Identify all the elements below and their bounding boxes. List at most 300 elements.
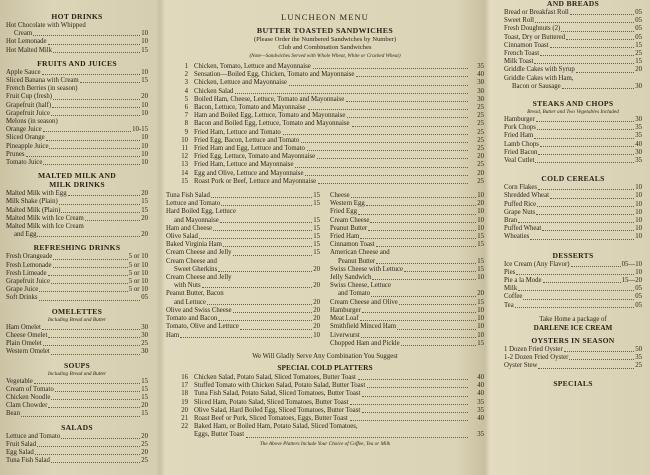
item-price: 30 bbox=[141, 323, 148, 331]
dot-leader bbox=[550, 47, 635, 48]
menu-item bbox=[330, 266, 484, 274]
menu-item bbox=[6, 151, 148, 159]
item-price: 20 bbox=[141, 93, 148, 101]
item-price: 10 bbox=[477, 306, 484, 314]
dot-leader bbox=[370, 222, 476, 223]
item-price: 20 bbox=[313, 282, 320, 290]
dot-leader bbox=[53, 52, 140, 53]
item-number: 17 bbox=[181, 382, 188, 390]
item-label: Cinnamon Toast bbox=[330, 241, 375, 249]
menu-item bbox=[504, 346, 642, 354]
item-price: 15 bbox=[141, 206, 148, 214]
item-number: 13 bbox=[181, 161, 188, 169]
dot-leader bbox=[366, 205, 476, 206]
item-label: Grapefruit Juice bbox=[6, 109, 50, 117]
item-price: 15 bbox=[477, 241, 484, 249]
item-number: 6 bbox=[184, 104, 188, 112]
item-price: 35 bbox=[635, 132, 642, 140]
dot-leader bbox=[516, 274, 634, 275]
item-price: 25 bbox=[477, 120, 484, 128]
menu-item bbox=[6, 38, 148, 46]
item-label: Lettuce and Tomato bbox=[166, 200, 221, 208]
item-price: 05 bbox=[635, 33, 642, 41]
item-label: Fried Egg, Lettuce, Tomato and Mayonnaise bbox=[194, 153, 316, 161]
dot-leader bbox=[537, 129, 634, 130]
item-label: Bacon, Lettuce, Tomato and Mayonnaise bbox=[194, 104, 306, 112]
item-label: Hot Chocolate with Whipped bbox=[6, 22, 86, 29]
item-label: Bread or Breakfast Roll bbox=[504, 9, 569, 16]
item-price: 20 bbox=[141, 402, 148, 410]
menu-item bbox=[6, 102, 148, 110]
item-number: 10 bbox=[181, 136, 188, 144]
dot-leader bbox=[43, 131, 131, 132]
item-label: Peanut Butter bbox=[330, 224, 368, 232]
item-price: 10 bbox=[141, 109, 148, 117]
dot-leader bbox=[55, 391, 140, 392]
item-label: Swiss Cheese, Lettuce bbox=[330, 282, 391, 290]
item-label: Fresh Orangeade bbox=[6, 253, 53, 261]
dot-leader bbox=[295, 167, 468, 168]
item-price: 25 bbox=[477, 145, 484, 153]
item-label: and Egg bbox=[14, 231, 37, 239]
menu-item bbox=[6, 394, 148, 402]
item-label: Cream Cheese and Jelly bbox=[166, 274, 232, 282]
item-number: 20 bbox=[181, 406, 188, 414]
item-label: Sliced Banana with Cream bbox=[6, 77, 79, 85]
numbered-item bbox=[166, 423, 484, 431]
dot-leader bbox=[347, 117, 468, 118]
item-price: 10 bbox=[635, 225, 642, 233]
menu-item bbox=[504, 116, 642, 124]
item-price: 10 bbox=[635, 192, 642, 200]
menu-item bbox=[504, 17, 642, 25]
dot-leader bbox=[46, 140, 141, 141]
malted-title: MALTED MILK AND MILK DRINKS bbox=[37, 171, 117, 190]
item-label: Tomato, Olive and Lettuce bbox=[166, 323, 239, 331]
item-price: 20 bbox=[141, 214, 148, 222]
item-label: American Cheese and bbox=[330, 249, 390, 257]
dot-leader bbox=[360, 238, 476, 239]
menu-item bbox=[6, 441, 148, 449]
menu-item bbox=[166, 315, 320, 323]
item-label: Ham and Boiled Egg, Lettuce, Tomato and Mayonnaise bbox=[194, 112, 346, 120]
item-label: Milk Toast bbox=[504, 58, 534, 66]
item-label: and Lettuce bbox=[174, 298, 206, 306]
menu-item bbox=[504, 75, 642, 83]
menu-item bbox=[6, 47, 148, 55]
dot-leader bbox=[246, 437, 468, 438]
dot-leader bbox=[68, 195, 141, 196]
item-label: Lettuce and Tomato bbox=[6, 432, 61, 440]
refreshing-list bbox=[6, 253, 148, 302]
item-label: Tuna Fish Salad bbox=[166, 192, 210, 200]
soups-note: Including Bread and Butter bbox=[47, 370, 107, 377]
item-label: Ham Omelet bbox=[6, 323, 41, 331]
item-label: Cream bbox=[14, 30, 33, 38]
numbered-item bbox=[166, 170, 484, 178]
item-price: 30 bbox=[635, 82, 642, 90]
item-label: Bacon or Sausage bbox=[512, 82, 561, 90]
item-label: Chicken Noodle bbox=[6, 393, 51, 401]
menu-item bbox=[166, 225, 320, 233]
dot-leader bbox=[49, 148, 140, 149]
item-price: 20 bbox=[635, 66, 642, 74]
item-label: Malted Milk with Ice Cream bbox=[6, 223, 84, 231]
item-price: 05 bbox=[635, 301, 642, 309]
item-price: 20 bbox=[313, 306, 320, 314]
item-label: Fresh Doughnuts (2) bbox=[504, 25, 561, 33]
menu-item bbox=[504, 9, 642, 17]
dot-leader bbox=[48, 44, 141, 45]
item-price: 30 bbox=[635, 148, 642, 156]
item-price: 30 bbox=[477, 95, 484, 103]
breads-list bbox=[504, 9, 642, 91]
item-label: and Mayonnaise bbox=[174, 216, 219, 224]
menu-item bbox=[6, 324, 148, 332]
item-price: 15 bbox=[477, 298, 484, 306]
sandwiches-title: BUTTER TOASTED SANDWICHES bbox=[256, 26, 394, 35]
menu-item bbox=[504, 58, 642, 66]
item-price: 10 bbox=[635, 208, 642, 216]
sandwich-list-right bbox=[330, 192, 484, 348]
middle-column bbox=[160, 0, 490, 475]
dot-leader bbox=[34, 383, 140, 384]
item-label: Hot Malted Milk bbox=[6, 46, 53, 54]
dot-leader bbox=[39, 291, 127, 292]
item-label: Fruit Salad bbox=[6, 440, 37, 448]
item-label: 1-2 Dozen Fried Oyster bbox=[504, 354, 569, 362]
item-label: Puffed Rice bbox=[504, 200, 537, 208]
item-label: Fried Ham, Lettuce and Tomato bbox=[194, 128, 281, 136]
item-price: 25 bbox=[477, 112, 484, 120]
item-price: 10 bbox=[477, 274, 484, 282]
item-price: 30 bbox=[141, 331, 148, 339]
oysters-list bbox=[504, 346, 642, 371]
item-price: 25 bbox=[477, 136, 484, 144]
dot-leader bbox=[53, 259, 127, 260]
dot-leader bbox=[376, 263, 476, 264]
dot-leader bbox=[561, 31, 634, 32]
menu-item bbox=[6, 348, 148, 356]
omelettes-note: Including Bread and Butter bbox=[47, 316, 107, 323]
item-price: 15 bbox=[313, 200, 320, 208]
item-price: 20 bbox=[141, 448, 148, 456]
dot-leader bbox=[367, 387, 468, 388]
item-number: 12 bbox=[181, 153, 188, 161]
menu-item bbox=[6, 253, 148, 261]
item-price: 35 bbox=[635, 354, 642, 362]
item-price: 30 bbox=[477, 87, 484, 95]
dot-leader bbox=[37, 446, 140, 447]
item-label: Malted Milk with Egg bbox=[6, 190, 67, 198]
menu-item bbox=[504, 34, 642, 42]
menu-item bbox=[330, 192, 484, 200]
item-label: Ice Cream (Any Flavor) bbox=[504, 260, 570, 268]
item-label: Oyster Stew bbox=[504, 362, 538, 370]
dot-leader bbox=[307, 150, 468, 151]
item-label: Roast Pork or Beef, Lettuce and Mayonnaise bbox=[194, 177, 317, 185]
dot-leader bbox=[51, 462, 140, 463]
dot-leader bbox=[42, 329, 140, 330]
item-label: Sliced Orange bbox=[6, 134, 45, 142]
menu-item bbox=[166, 290, 320, 298]
item-label: Vegetable bbox=[6, 377, 33, 385]
item-label: Hot Lemonade bbox=[6, 38, 47, 46]
numbered-item bbox=[166, 399, 484, 407]
menu-item bbox=[504, 277, 642, 285]
numbered-item bbox=[166, 415, 484, 423]
dot-leader bbox=[85, 220, 140, 221]
item-label: Cinnamon Toast bbox=[504, 41, 549, 49]
item-label: Chicken, Tomato, Lettuce and Mayonnaise bbox=[194, 63, 311, 70]
menu-item bbox=[504, 132, 642, 140]
menu-item bbox=[6, 402, 148, 410]
menu-item bbox=[166, 299, 320, 307]
dot-leader bbox=[318, 183, 468, 184]
fruits-title: FRUITS AND JUICES bbox=[37, 58, 117, 68]
item-number: 2 bbox=[184, 71, 188, 79]
dot-leader bbox=[221, 205, 312, 206]
menu-item bbox=[6, 198, 148, 206]
menu-item bbox=[504, 124, 642, 132]
dot-leader bbox=[537, 206, 634, 207]
dot-leader bbox=[35, 454, 140, 455]
item-label: Pie a la Mode bbox=[504, 277, 542, 285]
menu-item bbox=[166, 307, 320, 315]
item-price: 10 bbox=[477, 224, 484, 232]
item-price: 05 bbox=[635, 285, 642, 293]
item-price: 30 bbox=[141, 348, 148, 356]
item-label: Chicken, Lettuce and Mayonnaise bbox=[194, 79, 287, 87]
item-label: Melons (in season) bbox=[6, 118, 58, 126]
numbered-sandwich-list bbox=[166, 63, 484, 186]
item-label: Egg and Olive, Lettuce and Mayonnaise bbox=[194, 169, 304, 177]
item-price: 15 bbox=[635, 41, 642, 49]
dot-leader bbox=[535, 22, 634, 23]
dot-leader bbox=[211, 197, 312, 198]
menu-item bbox=[6, 262, 148, 270]
platters-list bbox=[166, 374, 484, 440]
item-price: 15 bbox=[141, 46, 148, 54]
steaks-note: Bread, Butter and Two Vegetables Included bbox=[527, 109, 619, 116]
dot-leader bbox=[317, 158, 468, 159]
item-label: Pork Chops bbox=[504, 124, 536, 132]
item-price: 40 bbox=[477, 390, 484, 398]
menu-item bbox=[166, 233, 320, 241]
sandwich-pair bbox=[166, 192, 484, 348]
menu-item bbox=[6, 22, 148, 30]
platters-title: SPECIAL COLD PLATTERS bbox=[277, 362, 373, 372]
dot-leader bbox=[540, 55, 634, 56]
dot-leader bbox=[397, 329, 476, 330]
dot-leader bbox=[538, 154, 634, 155]
item-number: 18 bbox=[181, 390, 188, 398]
numbered-item bbox=[166, 63, 484, 71]
dot-leader bbox=[346, 101, 468, 102]
dot-leader bbox=[51, 399, 140, 400]
item-label: Grapefruit Juice bbox=[6, 278, 50, 286]
dot-leader bbox=[536, 121, 634, 122]
item-label: Cream of Tomato bbox=[6, 385, 54, 393]
dot-leader bbox=[48, 407, 140, 408]
item-label: Fresh Lemonade bbox=[6, 261, 52, 269]
item-price: 15 bbox=[313, 233, 320, 241]
item-price: 20 bbox=[313, 315, 320, 323]
menu-item bbox=[330, 249, 484, 257]
soups-list bbox=[6, 378, 148, 419]
item-price: 20 bbox=[313, 323, 320, 331]
dot-leader bbox=[371, 296, 476, 297]
hot-drinks-list bbox=[6, 22, 148, 55]
malted-list bbox=[6, 190, 148, 239]
salads-list bbox=[6, 433, 148, 466]
item-price: 5 or 10 bbox=[128, 269, 148, 277]
dot-leader bbox=[562, 88, 635, 89]
item-price: 10 bbox=[635, 184, 642, 192]
menu-item bbox=[166, 249, 320, 257]
item-price: 05 bbox=[635, 293, 642, 301]
item-price: 10 bbox=[141, 30, 148, 38]
menu-item bbox=[6, 410, 148, 418]
item-price: 05 bbox=[141, 294, 148, 302]
item-label: Fresh Limeade bbox=[6, 269, 47, 277]
omelettes-list bbox=[6, 324, 148, 357]
item-label: Hamburger bbox=[504, 116, 535, 124]
item-number: 21 bbox=[181, 414, 188, 422]
desserts-title: DESSERTS bbox=[552, 250, 594, 260]
item-label: Pies bbox=[504, 268, 516, 276]
dot-leader bbox=[538, 368, 634, 369]
item-label: Fried Egg bbox=[330, 208, 357, 216]
numbered-item bbox=[166, 79, 484, 87]
item-label: Coffee bbox=[504, 293, 523, 301]
menu-item bbox=[166, 274, 320, 282]
platters-note: The Above Platters Include Your Choice of Coffee, Tea or Milk bbox=[259, 440, 391, 447]
numbered-item bbox=[166, 407, 484, 415]
item-price: 15 bbox=[141, 410, 148, 418]
item-number: 1 bbox=[184, 63, 188, 70]
dot-leader bbox=[218, 320, 312, 321]
item-price: 15 bbox=[141, 77, 148, 85]
item-price: 15 bbox=[141, 377, 148, 385]
item-label: Fried Ham, Lettuce and Mayonnaise bbox=[194, 161, 294, 169]
item-label: Griddle Cakes with Syrup bbox=[504, 66, 575, 74]
dot-leader bbox=[240, 329, 312, 330]
menu-item bbox=[330, 241, 484, 249]
item-label: French Toast bbox=[504, 50, 540, 58]
item-price: 40 bbox=[477, 71, 484, 79]
menu-item bbox=[504, 42, 642, 50]
item-number: 22 bbox=[181, 423, 188, 431]
numbered-item bbox=[166, 129, 484, 137]
item-label: Bean bbox=[6, 410, 20, 418]
item-price: 10 bbox=[635, 233, 642, 241]
dot-leader bbox=[350, 404, 468, 405]
item-label: Sliced Ham, Potato Salad, Sliced Tomatoes, Butter Toast bbox=[194, 398, 349, 406]
menu-item bbox=[330, 225, 484, 233]
dot-leader bbox=[564, 351, 635, 352]
item-number: 5 bbox=[184, 95, 188, 103]
item-label: Grapefruit (half) bbox=[6, 101, 52, 109]
item-price: 10 bbox=[477, 315, 484, 323]
item-price: 15—20 bbox=[621, 277, 642, 285]
dot-leader bbox=[21, 416, 140, 417]
menu-item bbox=[6, 143, 148, 151]
numbered-item bbox=[166, 120, 484, 128]
item-price: 35 bbox=[477, 406, 484, 414]
omelettes-title: OMELETTES bbox=[51, 306, 103, 316]
menu-item bbox=[6, 207, 148, 215]
item-label: Swiss Cheese with Lettuce bbox=[330, 265, 404, 273]
item-number: 16 bbox=[181, 373, 188, 381]
item-label: Clam Chowder bbox=[6, 402, 48, 410]
item-price: 10 bbox=[141, 134, 148, 142]
dot-leader bbox=[313, 68, 468, 69]
item-label: Grape Juice bbox=[6, 286, 39, 294]
refreshing-title: REFRESHING DRINKS bbox=[33, 243, 121, 253]
menu-item bbox=[166, 192, 320, 200]
dot-leader bbox=[358, 214, 476, 215]
item-price: 25 bbox=[477, 161, 484, 169]
menu-item bbox=[330, 299, 484, 307]
item-number: 15 bbox=[181, 177, 188, 185]
item-price: 50 bbox=[635, 345, 642, 353]
item-label: Chicken Salad bbox=[194, 87, 234, 95]
item-price: 15 bbox=[477, 233, 484, 241]
menu-header: LUNCHEON MENU bbox=[281, 12, 369, 22]
item-price: 30 bbox=[635, 116, 642, 124]
item-price: 15 bbox=[141, 198, 148, 206]
menu-item bbox=[504, 201, 642, 209]
item-price: 20 bbox=[477, 200, 484, 208]
menu-item bbox=[330, 233, 484, 241]
menu-item bbox=[504, 157, 642, 165]
item-label: Chicken Salad, Potato Salad, Sliced Tomatoes, Butter Toast bbox=[194, 373, 356, 381]
menu-item bbox=[6, 69, 148, 77]
item-price: 20 bbox=[477, 290, 484, 298]
item-label: with Nuts bbox=[174, 282, 201, 290]
menu-item bbox=[166, 200, 320, 208]
item-price: 20 bbox=[141, 231, 148, 239]
item-label: Plain Omelet bbox=[6, 340, 42, 348]
item-price: 5 or 10 bbox=[128, 278, 148, 286]
item-label: Tomato and Bacon bbox=[166, 315, 218, 323]
item-label: Eggs, Butter Toast bbox=[194, 431, 245, 439]
specials-title: SPECIALS bbox=[553, 378, 593, 388]
dot-leader bbox=[530, 239, 634, 240]
item-price: 5 or 10 bbox=[128, 261, 148, 269]
menu-item bbox=[504, 269, 642, 277]
item-price: 10 bbox=[635, 217, 642, 225]
item-label: Meat Loaf bbox=[330, 315, 359, 323]
menu-item bbox=[504, 233, 642, 241]
dot-leader bbox=[235, 93, 468, 94]
dot-leader bbox=[361, 337, 476, 338]
menu-item bbox=[6, 340, 148, 348]
item-price: 15 bbox=[477, 265, 484, 273]
item-price: 25 bbox=[477, 104, 484, 112]
menu-item bbox=[6, 30, 148, 38]
menu-item bbox=[6, 433, 148, 441]
darlene-brand: DARLENE ICE CREAM bbox=[533, 323, 613, 332]
item-number: 14 bbox=[181, 169, 188, 177]
menu-item bbox=[166, 323, 320, 331]
dot-leader bbox=[368, 230, 476, 231]
item-number: 4 bbox=[184, 87, 188, 95]
numbered-item bbox=[166, 112, 484, 120]
item-price: 40 bbox=[477, 373, 484, 381]
item-price: 25 bbox=[141, 440, 148, 448]
